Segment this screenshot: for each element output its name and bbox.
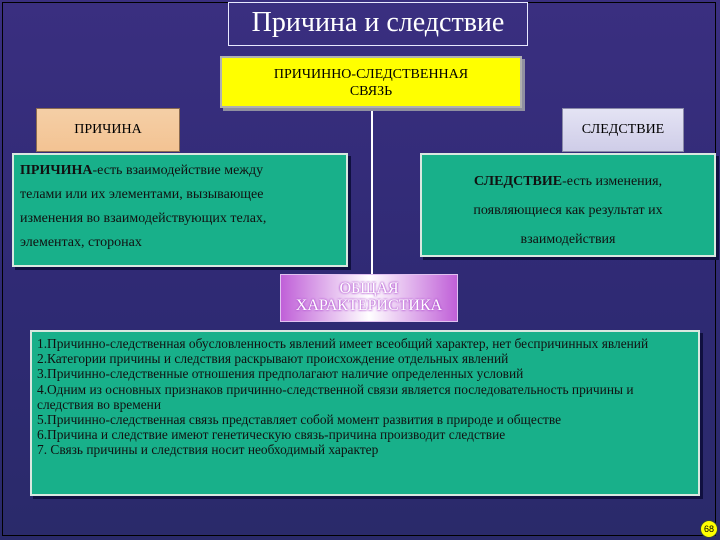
causal-relation-box bbox=[220, 56, 522, 108]
list-item: 7. Связь причины и следствия носит необходимый характер bbox=[37, 442, 379, 458]
list-item: 3.Причинно-следственные отношения предполагают наличие определенных условий bbox=[37, 366, 524, 382]
causal-relation-line1: ПРИЧИННО-СЛЕДСТВЕННАЯ bbox=[273, 67, 469, 82]
list-item: 5.Причинно-следственная связь представляет собой момент развития в природе и обществе bbox=[37, 412, 562, 428]
page-number-badge: 68 bbox=[700, 520, 718, 538]
cause-def-line: -есть взаимодействие между bbox=[92, 163, 264, 178]
connector-line bbox=[371, 108, 373, 274]
list-item: 2.Категории причины и следствия раскрывают происхождение отдельных явлений bbox=[37, 351, 509, 367]
cause-def-line: телами или их элементами, вызывающее bbox=[20, 187, 264, 202]
list-item: 4.Одним из основных признаков причинно-следственной связи является последовательность причины и следствия во времени bbox=[37, 381, 634, 412]
causal-relation-line2: СВЯЗЬ bbox=[349, 84, 393, 99]
effect-term: СЛЕДСТВИЕ bbox=[473, 174, 563, 189]
effect-definition bbox=[420, 153, 716, 257]
effect-header: СЛЕДСТВИЕ bbox=[562, 108, 684, 152]
cause-header: ПРИЧИНА bbox=[36, 108, 180, 152]
list-item: 1.Причинно-следственная обусловленность явлений имеет всеобщий характер, нет беспричинных явлений bbox=[37, 336, 649, 351]
general-line1: ОБЩАЯ bbox=[339, 280, 399, 297]
general-line2: ХАРАКТЕРИСТИКА bbox=[295, 297, 443, 314]
slide-title: Причина и следствие bbox=[228, 2, 528, 46]
cause-def-line: элементах, сторонах bbox=[20, 235, 142, 250]
effect-def-line: взаимодействия bbox=[520, 232, 616, 247]
list-item: 6.Причина и следствие имеют генетическую связь-причина производит следствие bbox=[37, 427, 506, 443]
effect-def-line: -есть изменения, bbox=[562, 174, 663, 189]
cause-term: ПРИЧИНА bbox=[20, 163, 93, 178]
general-characteristic-box bbox=[280, 274, 458, 322]
cause-definition bbox=[12, 153, 348, 267]
characteristics-list bbox=[30, 330, 700, 496]
effect-def-line: появляющиеся как результат их bbox=[473, 203, 663, 218]
cause-def-line: изменения во взаимодействующих телах, bbox=[20, 211, 267, 226]
